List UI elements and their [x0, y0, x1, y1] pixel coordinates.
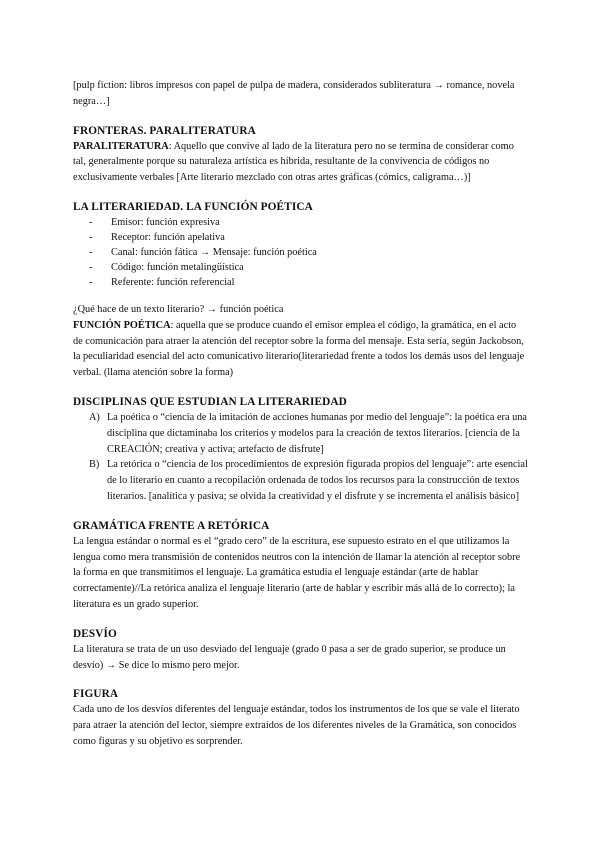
section-desvio	[73, 626, 528, 674]
section-figura	[73, 686, 528, 749]
list-item: - Canal: función fática → Mensaje: función poética	[87, 245, 528, 260]
section-fronteras	[73, 123, 528, 186]
list-item	[89, 457, 528, 504]
list-item: - Emisor: función expresiva	[87, 215, 528, 230]
funcion-poetica-body: : aquella que se produce cuando el emisor emplea el código, la gramática, en el acto de comunicación para atraer la atención del receptor sobre la forma del mensaje. Esta sería, según Jackobson, la peculiaridad esencial del acto comunicativo literario(literariedad frente a todos los demás usos del lenguaje verbal. (llama atención sobre la forma)	[73, 319, 525, 379]
list-item: - Código: función metalingüística	[87, 260, 528, 275]
paraliteratura-definition	[73, 139, 528, 186]
list-item: - Referente: función referencial	[87, 275, 528, 290]
heading-desvio: DESVÍO	[73, 627, 117, 640]
list-marker: A)	[89, 411, 100, 423]
figura-body: Cada uno de los desvíos diferentes del lenguaje estándar, todos los instrumentos de los que se vale el literato para atraer la atención del lector, siempre extraídos de los diferentes niveles de la Gramática, son conocidos como figuras y su objetivo es sorprender.	[73, 704, 520, 747]
document-content	[73, 78, 528, 750]
gramatica-body: La lengua estándar o normal es el “grado cero” de la escritura, ese supuesto estrato en el que utilizamos la lengua como mera transmisión de contenidos neutros con la intención de llamar la atención al receptor sobre la forma en que transmitimos el lenguaje. La gramática estudia el lenguaje estándar (arte de hablar correctamente)//La retórica analiza el lenguaje literario (arte de hablar y escribir más allá de lo correcto); la literatura es un grado superior.	[73, 535, 521, 610]
term-paraliteratura: PARALITERATURA	[73, 140, 169, 152]
heading-disciplinas: DISCIPLINAS QUE ESTUDIAN LA LITERARIEDAD	[73, 395, 347, 408]
section-gramatica	[73, 518, 528, 613]
list-item-text: La retórica o “ciencia de los procedimientos de expresión figurada propios del lenguaje”: arte esencial de lo literario en cuanto a recopilación ordenada de todos los recursos para la construcción de textos literarios. [analítica y pasiva; se olvida la creatividad y el disfrute y se incrementa el análisis básico]	[107, 459, 528, 502]
list-item: - Receptor: función apelativa	[87, 230, 528, 245]
section-disciplinas	[73, 394, 528, 505]
heading-figura: FIGURA	[73, 688, 119, 701]
desvio-body: La literatura se trata de un uso desviado del lenguaje (grado 0 pasa a ser de grado superior, se produce un desvío) → Se dice lo mismo pero mejor.	[73, 643, 506, 671]
heading-literariedad: LA LITERARIEDAD. LA FUNCIÓN POÉTICA	[73, 200, 313, 213]
section-literariedad	[73, 199, 528, 381]
heading-fronteras: FRONTERAS. PARALITERATURA	[73, 124, 256, 137]
list-marker: B)	[89, 459, 100, 471]
funcion-poetica-definition	[73, 318, 528, 381]
disciplines-list	[73, 410, 528, 505]
paraliteratura-body: : Aquello que convive al lado de la literatura pero no se termina de considerar como tal, generalmente porque su naturaleza artística es híbrida, resultante de la convivencia de códigos no exclusivamente verbales [Arte literario mezclado con otras artes gráficas (cómics, caligrama…)]	[73, 140, 514, 184]
list-item	[89, 410, 528, 457]
list-item-text: La poética o “ciencia de la imitación de acciones humanas por medio del lenguaje”: la poética era una disciplina que dictaminaba los criterios y modelos para la creación de textos literarios. [ciencia de la CREACIÓN; creativa y activa; artefacto de disfrute]	[107, 411, 527, 455]
heading-gramatica: GRAMÁTICA FRENTE A RETÓRICA	[73, 519, 270, 532]
literary-text-question: ¿Qué hace de un texto literario? → función poética	[73, 303, 284, 315]
term-funcion-poetica: FUNCIÓN POÉTICA	[73, 319, 171, 331]
pulp-fiction-note: [pulp fiction: libros impresos con papel de pulpa de madera, considerados subliteratura → romance, novela negra…]	[73, 80, 515, 107]
communication-functions-list	[73, 215, 528, 290]
